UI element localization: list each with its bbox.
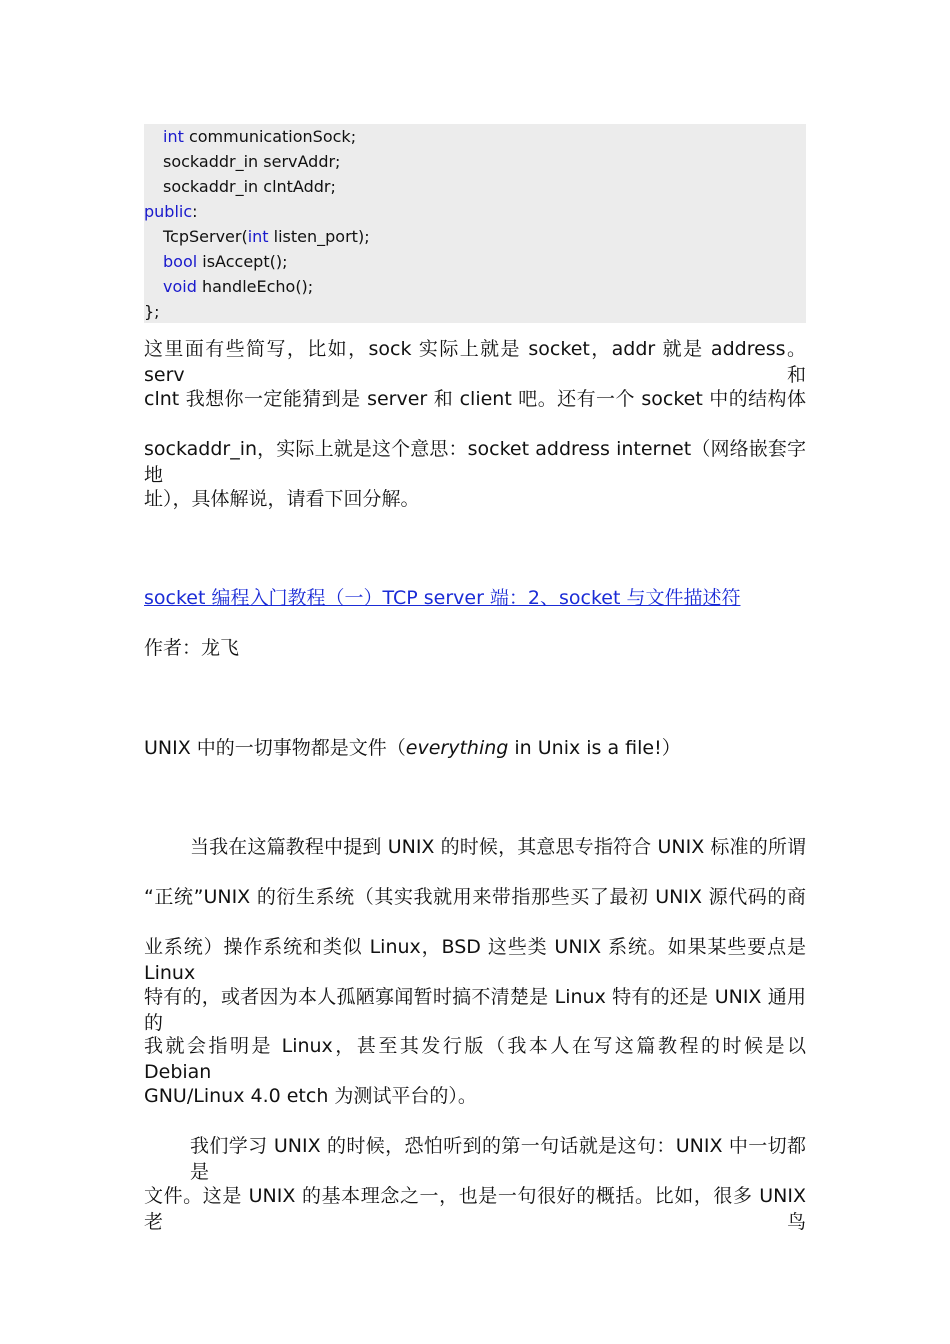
paragraph-line: 我们学习 UNIX 的时候，恐怕听到的第一句话就是这句：UNIX 中一切都是 [190, 1135, 806, 1183]
code-line: TcpServer(int listen_port); [163, 227, 370, 246]
code-line: public: [144, 202, 198, 221]
code-line: sockaddr_in servAddr; [163, 152, 341, 171]
paragraph-line: 址），具体解说，请看下回分解。 [144, 488, 420, 510]
paragraph-line: 当我在这篇教程中提到 UNIX 的时候，其意思专指符合 UNIX 标准的所谓 [190, 836, 806, 858]
article-link[interactable]: socket 编程入门教程（一）TCP server 端：2、socket 与文件描述符 [144, 587, 741, 609]
paragraph-line: GNU/Linux 4.0 etch 为测试平台的）。 [144, 1085, 477, 1107]
code-line: }; [144, 302, 160, 321]
paragraph-line: 业系统）操作系统和类似 Linux，BSD 这些类 UNIX 系统。如果某些要点是 Linux [144, 936, 806, 984]
paragraph-line: sockaddr_in，实际上就是这个意思：socket address internet（网络嵌套字地 [144, 438, 806, 486]
code-line: int communicationSock; [163, 127, 357, 146]
paragraph-line: 文件。这是 UNIX 的基本理念之一，也是一句很好的概括。比如，很多 UNIX 老鸟 [144, 1185, 806, 1233]
paragraph-line: “正统”UNIX 的衍生系统（其实我就用来带指那些买了最初 UNIX 源代码的商 [144, 886, 806, 908]
code-line: bool isAccept(); [163, 252, 288, 271]
code-block [144, 124, 806, 323]
code-line: sockaddr_in clntAddr; [163, 177, 336, 196]
code-line: void handleEcho(); [163, 277, 314, 296]
paragraph-line: clnt 我想你一定能猜到是 server 和 client 吧。还有一个 socket 中的结构体 [144, 388, 806, 410]
paragraph-line: 我就会指明是 Linux，甚至其发行版（我本人在写这篇教程的时候是以 Debian [144, 1035, 806, 1083]
paragraph-line: 这里面有些简写，比如，sock 实际上就是 socket，addr 就是 address。serv 和 [144, 338, 806, 386]
section-heading: UNIX 中的一切事物都是文件（everything in Unix is a file!） [144, 737, 681, 759]
paragraph-line: 特有的，或者因为本人孤陋寡闻暂时搞不清楚是 Linux 特有的还是 UNIX 通用的 [144, 986, 806, 1034]
author-line: 作者：龙飞 [144, 637, 240, 659]
